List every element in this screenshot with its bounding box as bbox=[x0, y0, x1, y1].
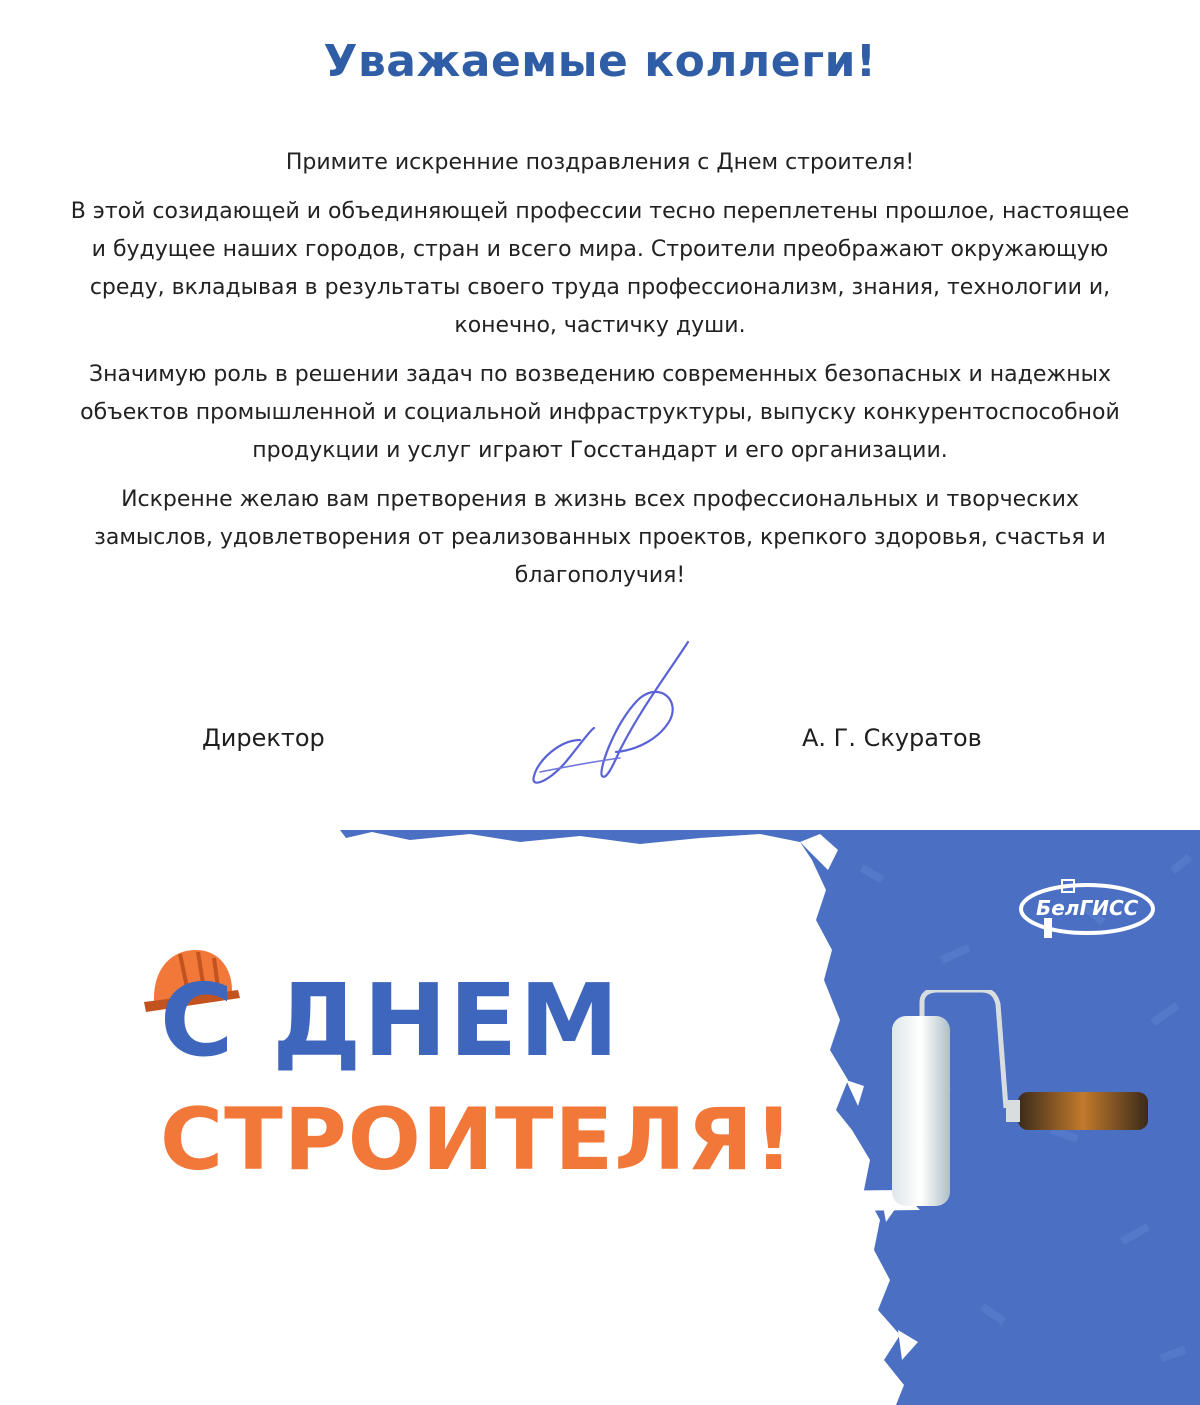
signature-image bbox=[520, 640, 700, 790]
signer-role: Директор bbox=[202, 724, 325, 752]
paragraph: Примите искренние поздравления с Днем строителя! bbox=[285, 150, 915, 175]
letter-body bbox=[70, 144, 1130, 606]
banner-title-line2: СТРОИТЕЛЯ! bbox=[160, 1090, 795, 1190]
paragraph: Значимую роль в решении задач по возведению современных безопасных и надежных объектов промышленной и социальной инфраструктуры, выпуску конкурентоспособной продукции и услуг играют Госстандарт и его организации. bbox=[80, 362, 1120, 463]
logo-text: БелГИСС bbox=[1036, 896, 1139, 920]
banner-title-line1: С ДНЕМ bbox=[160, 962, 621, 1079]
paragraph: Искренне желаю вам претворения в жизнь всех профессиональных и творческих замыслов, удовлетворения от реализованных проектов, крепкого здоровья, счастья и благополучия! bbox=[94, 487, 1106, 588]
paragraph: В этой созидающей и объединяющей профессии тесно переплетены прошлое, настоящее и будущее наших городов, стран и всего мира. Строители преображают окружающую среду, вкладывая в результаты своего труда профессионализм, знания, технологии и, конечно, частичку души. bbox=[70, 199, 1130, 338]
paint-roller-icon bbox=[880, 990, 1170, 1210]
signer-name: А. Г. Скуратов bbox=[802, 724, 982, 752]
letter-heading: Уважаемые коллеги! bbox=[323, 36, 877, 87]
